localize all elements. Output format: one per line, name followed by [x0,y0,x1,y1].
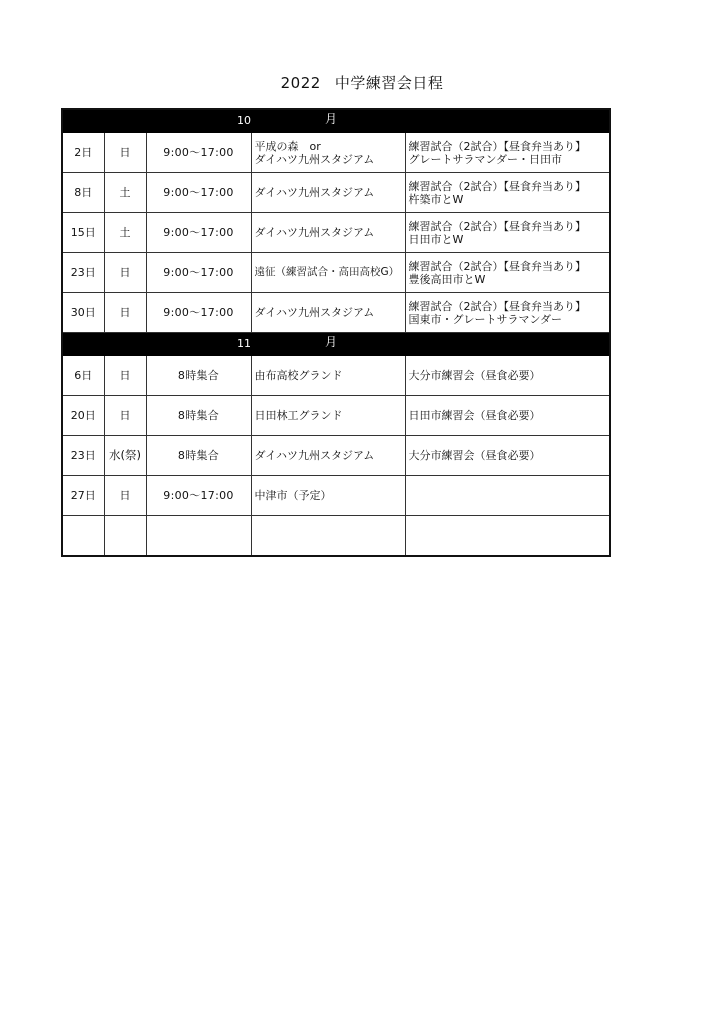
weekday-cell: 日 [104,396,146,436]
weekday-cell: 日 [104,476,146,516]
weekday-cell: 土 [104,173,146,213]
place-line: 平成の森 or [254,139,321,153]
note-line: 練習試合（2試合）【昼食弁当あり】 [408,219,586,233]
place-line: 遠征（練習試合・高田高校G） [254,266,400,278]
month-number: 10 [237,114,251,127]
note-cell [405,173,610,213]
place-line: 由布高校グランド [254,369,343,382]
place-line: ダイハツ九州スタジアム [254,306,375,319]
weekday-cell: 日 [104,133,146,173]
place-line: 日田林工グランド [254,409,343,422]
note-line: 練習試合（2試合）【昼食弁当あり】 [408,299,586,313]
weekday-cell: 日 [104,293,146,333]
place-cell [251,253,405,293]
month-number: 11 [237,337,251,350]
time-cell [146,516,251,557]
schedule-table [61,108,611,557]
month-header-november [62,333,610,356]
month-header-october [62,109,610,133]
note-cell [405,356,610,396]
place-cell [251,356,405,396]
table-row [62,436,610,476]
table-row-empty [62,516,610,557]
note-line: 練習試合（2試合）【昼食弁当あり】 [408,139,586,153]
date-cell: 23日 [62,253,104,293]
table-row [62,356,610,396]
date-cell: 6日 [62,356,104,396]
table-row [62,173,610,213]
month-unit: 月 [325,112,338,126]
date-cell: 2日 [62,133,104,173]
date-cell: 20日 [62,396,104,436]
note-line: 杵築市とW [408,192,464,206]
place-cell [251,476,405,516]
note-cell [405,253,610,293]
table-row [62,293,610,333]
note-line: 大分市練習会（昼食必要） [408,449,541,462]
table-row [62,396,610,436]
date-cell [62,516,104,557]
place-cell [251,516,405,557]
month-unit: 月 [325,335,338,349]
note-cell [405,396,610,436]
note-cell [405,476,610,516]
time-cell: 9:00〜17:00 [146,173,251,213]
table-row [62,476,610,516]
table-row [62,213,610,253]
weekday-cell: 日 [104,253,146,293]
title-year: 2022 [280,74,321,92]
date-cell: 30日 [62,293,104,333]
place-line: 中津市（予定） [254,489,332,502]
note-line: 練習試合（2試合）【昼食弁当あり】 [408,259,586,273]
note-cell [405,133,610,173]
date-cell: 23日 [62,436,104,476]
time-cell: 8時集合 [146,396,251,436]
table-row [62,133,610,173]
time-cell: 9:00〜17:00 [146,476,251,516]
time-cell: 9:00〜17:00 [146,213,251,253]
place-cell [251,293,405,333]
note-line: 練習試合（2試合）【昼食弁当あり】 [408,179,586,193]
time-cell: 8時集合 [146,436,251,476]
note-cell [405,293,610,333]
time-cell: 8時集合 [146,356,251,396]
date-cell: 8日 [62,173,104,213]
place-cell [251,396,405,436]
note-cell [405,436,610,476]
time-cell: 9:00〜17:00 [146,133,251,173]
note-line: グレートサラマンダー・日田市 [408,152,563,166]
weekday-cell [104,516,146,557]
note-cell [405,516,610,557]
place-line: ダイハツ九州スタジアム [254,449,375,462]
place-line: ダイハツ九州スタジアム [254,186,375,199]
place-cell [251,436,405,476]
note-line: 日田市練習会（昼食必要） [408,409,541,422]
note-line: 国東市・グレートサラマンダー [408,312,563,326]
note-cell [405,213,610,253]
time-cell: 9:00〜17:00 [146,253,251,293]
place-cell [251,213,405,253]
place-cell [251,133,405,173]
weekday-cell: 水(祭) [104,436,146,476]
date-cell: 27日 [62,476,104,516]
page-title [0,72,724,93]
note-line: 日田市とW [408,232,464,246]
time-cell: 9:00〜17:00 [146,293,251,333]
place-line: ダイハツ九州スタジアム [254,152,375,166]
weekday-cell: 土 [104,213,146,253]
title-text: 中学練習会日程 [334,74,444,92]
date-cell: 15日 [62,213,104,253]
note-line: 大分市練習会（昼食必要） [408,369,541,382]
table-row [62,253,610,293]
place-line: ダイハツ九州スタジアム [254,226,375,239]
note-line: 豊後高田市とW [408,272,486,286]
weekday-cell: 日 [104,356,146,396]
place-cell [251,173,405,213]
